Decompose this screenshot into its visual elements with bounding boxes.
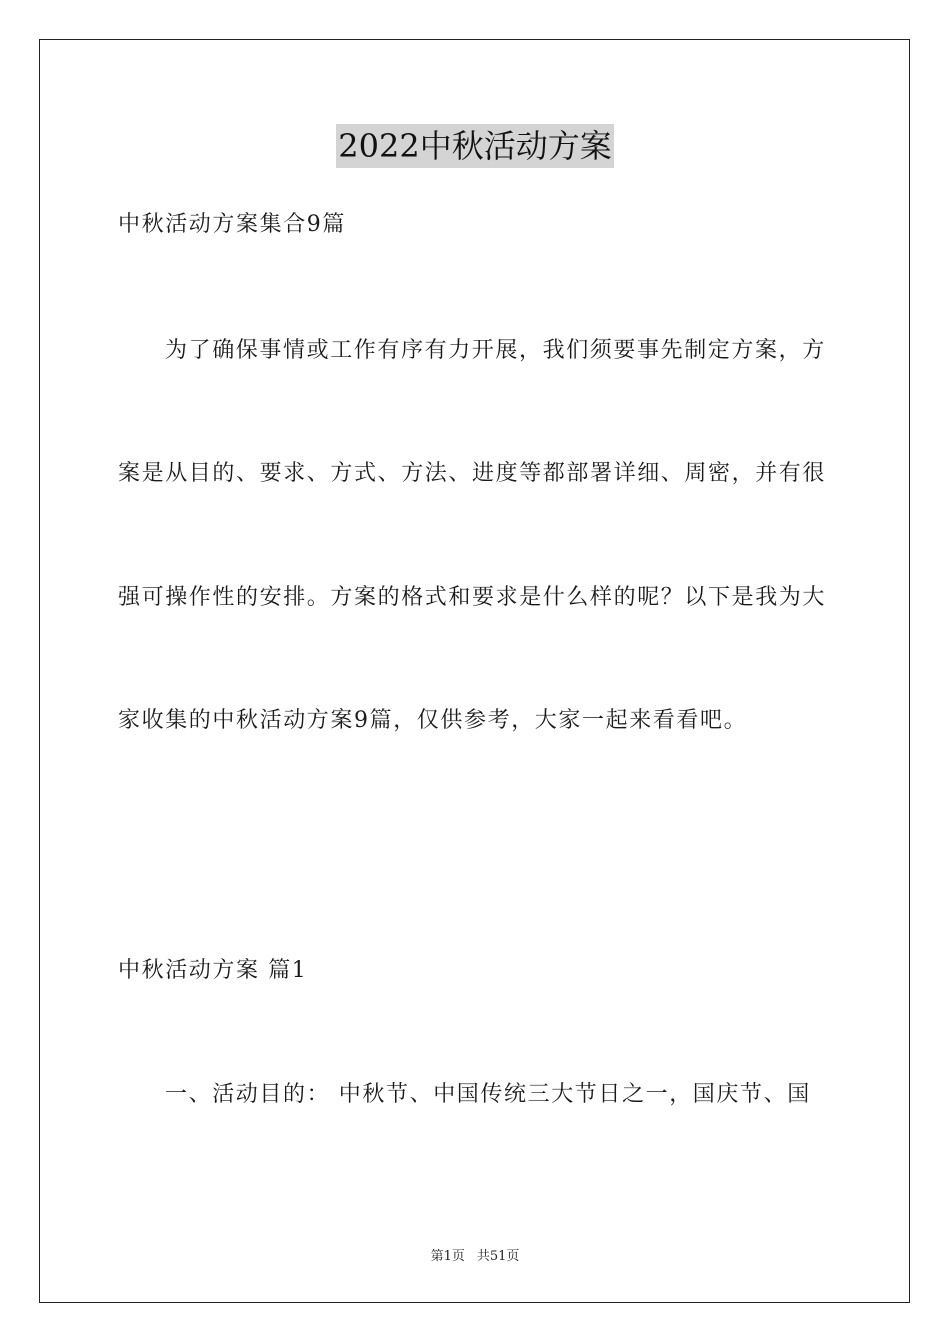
page-number: 第1页 [430,1249,465,1264]
intro-line-3: 强可操作性的安排。方案的格式和要求是什么样的呢？以下是我为大 [118,585,827,610]
document-title: 2022中秋活动方案 [336,124,613,168]
page-footer [0,1245,950,1264]
intro-line-1: 为了确保事情或工作有序有力开展，我们须要事先制定方案，方 [165,338,826,363]
section-line-1: 一、活动目的： 中秋节、中国传统三大节日之一，国庆节、国 [165,1082,811,1107]
total-pages: 共51页 [476,1249,520,1264]
intro-line-2: 案是从目的、要求、方式、方法、进度等都部署详细、周密，并有很 [118,461,827,486]
section-heading: 中秋活动方案 篇1 [118,958,308,983]
document-subtitle: 中秋活动方案集合9篇 [118,212,346,237]
title-container [0,124,950,168]
intro-line-4: 家收集的中秋活动方案9篇，仅供参考，大家一起来看看吧。 [118,708,748,733]
